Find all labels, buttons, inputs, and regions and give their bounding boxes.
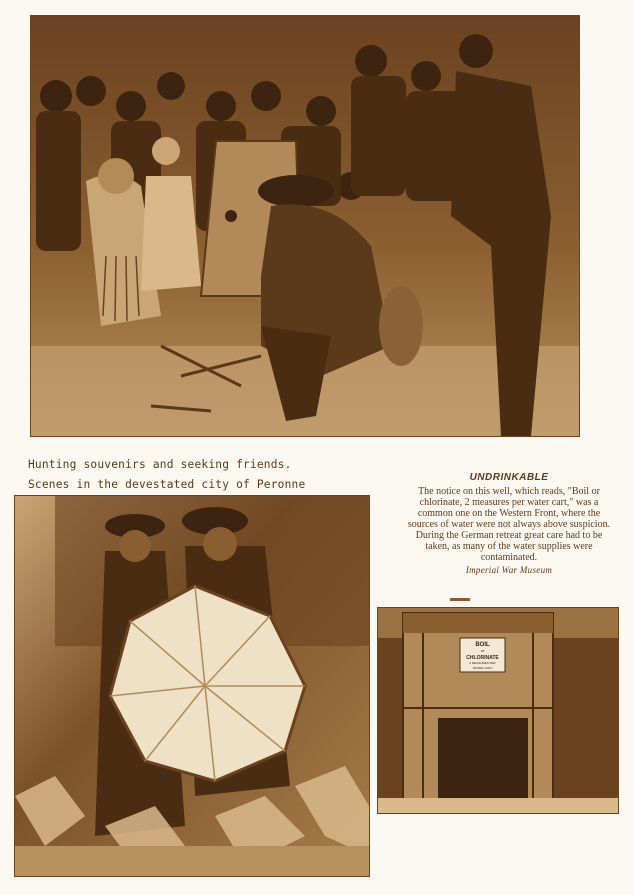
photo-well-sign bbox=[377, 607, 619, 814]
photo-soldiers-children-image bbox=[31, 16, 579, 436]
article-title: UNDRINKABLE bbox=[469, 472, 549, 483]
undrinkable-article bbox=[405, 472, 613, 575]
photo-soldiers-umbrella bbox=[14, 495, 370, 877]
caption-line-2: Scenes in the devestated city of Peronne bbox=[28, 478, 306, 491]
photo-soldiers-children bbox=[30, 15, 580, 437]
photo-well-sign-image bbox=[378, 608, 618, 813]
decorative-rule bbox=[450, 598, 470, 601]
well-sign-line-2: or bbox=[480, 648, 485, 653]
well-sign-line-4: 2 MEASURES PER bbox=[469, 661, 496, 665]
article-body: The notice on this well, which reads, "Boil or chlorinate, 2 measures per water cart," was a common one on the Western Front, where the sources of water were not always above suspicion. During the German retreat great care had to be taken, as many of the water supplies were contaminated. bbox=[407, 486, 611, 563]
photo-soldiers-umbrella-image bbox=[15, 496, 369, 876]
caption-line-1: Hunting souvenirs and seeking friends. bbox=[28, 458, 292, 471]
article-credit: Imperial War Museum bbox=[465, 565, 553, 575]
well-sign-line-5: WATER CART bbox=[472, 666, 493, 670]
well-sign-line-1: BOIL bbox=[475, 642, 490, 648]
well-sign-line-3: CHLORINATE bbox=[466, 655, 499, 661]
